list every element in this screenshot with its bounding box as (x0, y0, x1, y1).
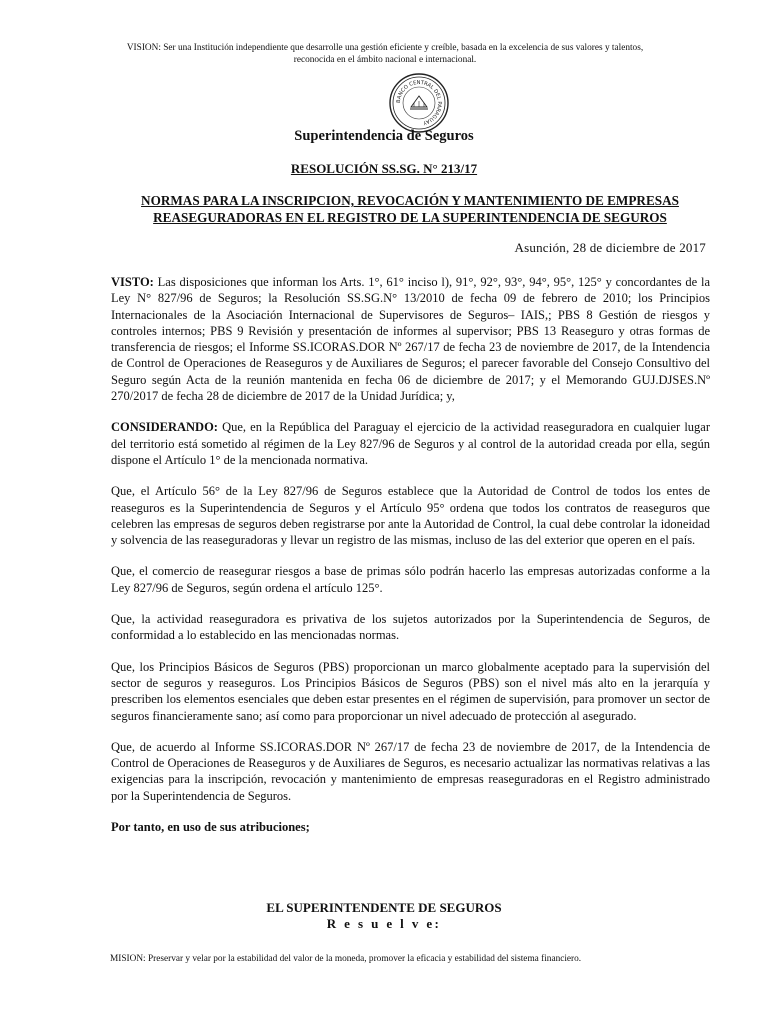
resolution-number: RESOLUCIÓN SS.SG. N° 213/17 (290, 161, 478, 176)
office-title: Superintendencia de Seguros (294, 128, 474, 144)
considerando-label: CONSIDERANDO: (111, 420, 218, 435)
superintendente-heading: EL SUPERINTENDENTE DE SEGUROS (266, 900, 502, 915)
visto-paragraph (111, 274, 710, 404)
seal-text: BANCO CENTRAL DEL PARAGUAY (395, 79, 443, 126)
central-bank-seal-logo (388, 72, 450, 134)
visto-text: Las disposiciones que informan los Arts. 1°, 61° inciso l), 91°, 92°, 93°, 94°, 95°, 125° y concordantes de la Ley N° 827/96 de Seguros; la Resolución SS.SG.N° 13/2010 de fecha 09 de febrero de 2010; los Principios Internacionales de la Asociación Internacional de Supervisores de Seguros– IAIS,; PBS 8 Gestión de riesgos y controles internos; PBS 9 Revisión y presentación de informes al supervisor; PBS 13 Reaseguro y otras formas de transferencia de riesgos; el Informe SS.ICORAS.DOR Nº 267/17 de fecha 23 de noviembre de 2017, de la Intendencia de Control de Operaciones de Reaseguros y de Auxiliares de Seguros; el parecer favorable del Consejo Consultivo del Seguro según Acta de la reunión mantenida en fecha 06 de diciembre de 2017; y el Memorando GUJ.DJSES.Nº 270/2017 de fecha 28 de diciembre de 2017 de la Unidad Jurídica; y, (111, 275, 710, 404)
resuelve-heading: R e s u e l v e: (326, 916, 442, 931)
document-date: Asunción, 28 de diciembre de 2017 (514, 240, 706, 255)
document-heading: NORMAS PARA LA INSCRIPCION, REVOCACIÓN Y MANTENIMIENTO DE EMPRESAS REASEGURADORAS EN EL REGISTRO DE LA SUPERINTENDENCIA DE SEGUROS (141, 193, 679, 225)
vision-line-2: reconocida en el ámbito nacional e internacional. (293, 55, 477, 65)
vision-line-1: VISION: Ser una Institución independiente que desarrolle una gestión eficiente y creíble, basada en la excelencia de sus valores y talentos, (126, 43, 644, 53)
vision-header (90, 42, 680, 66)
visto-label: VISTO: (111, 275, 154, 289)
mision-footer: MISION: Preservar y velar por la estabilidad del valor de la moneda, promover la eficacia y estabilidad del sistema financiero. (110, 954, 582, 964)
paragraph-principios-basicos: Que, los Principios Básicos de Seguros (PBS) proporcionan un marco globalmente aceptado para la supervisión del sector de seguros y reaseguros. Los Principios Básicos de Seguros (PBS) son el nivel más alto en la jerarquía y prescriben los elementos esenciales que deben estar presentes en el régimen de supervisión, para promover un sector de seguros financieramente sano; así como para proporcionar un nivel adecuado de protección al asegurado. (111, 659, 710, 723)
considerando-paragraph (111, 419, 710, 468)
paragraph-articulo-56: Que, el Artículo 56° de la Ley 827/96 de Seguros establece que la Autoridad de Control de todos los entes de reaseguros es la Superintendencia de Seguros y el Artículo 95° ordena que todos los contratos de reaseguros que celebren las empresas de seguros deben registrarse por ante la Autoridad de Control, la cual debe controlar la idoneidad y solvencia de las reaseguradoras y llevar un registro de las mismas, incluso de las del exterior que operen en el país. (111, 484, 710, 548)
considerando-text: Que, en la República del Paraguay el ejercicio de la actividad reaseguradora en cualquier lugar del territorio está sometido al régimen de la Ley 827/96 de Seguros y al control de la autoridad creada por ella, según dispone el Artículo 1° de la mencionada normativa. (111, 420, 710, 467)
por-tanto: Por tanto, en uso de sus atribuciones; (111, 820, 310, 835)
paragraph-comercio-reasegurar: Que, el comercio de reasegurar riesgos a base de primas sólo podrán hacerlo las empresas autorizadas conforme a la Ley 827/96 de Seguros, según ordena el artículo 125°. (111, 564, 710, 595)
document-body (111, 274, 710, 850)
paragraph-actividad-reaseguradora: Que, la actividad reaseguradora es privativa de los sujetos autorizados por la Superintendencia de Seguros, de conformidad a lo establecido en las mencionadas normas. (111, 612, 710, 643)
paragraph-informe: Que, de acuerdo al Informe SS.ICORAS.DOR Nº 267/17 de fecha 23 de noviembre de 2017, de la Intendencia de Control de Operaciones de Reaseguros y de Auxiliares de Seguros, es necesario actualizar las normativas relativas a las exigencias para la inscripción, revocación y mantenimiento de empresas reaseguradoras en el Registro administrado por la Superintendencia de Seguros. (111, 739, 710, 803)
